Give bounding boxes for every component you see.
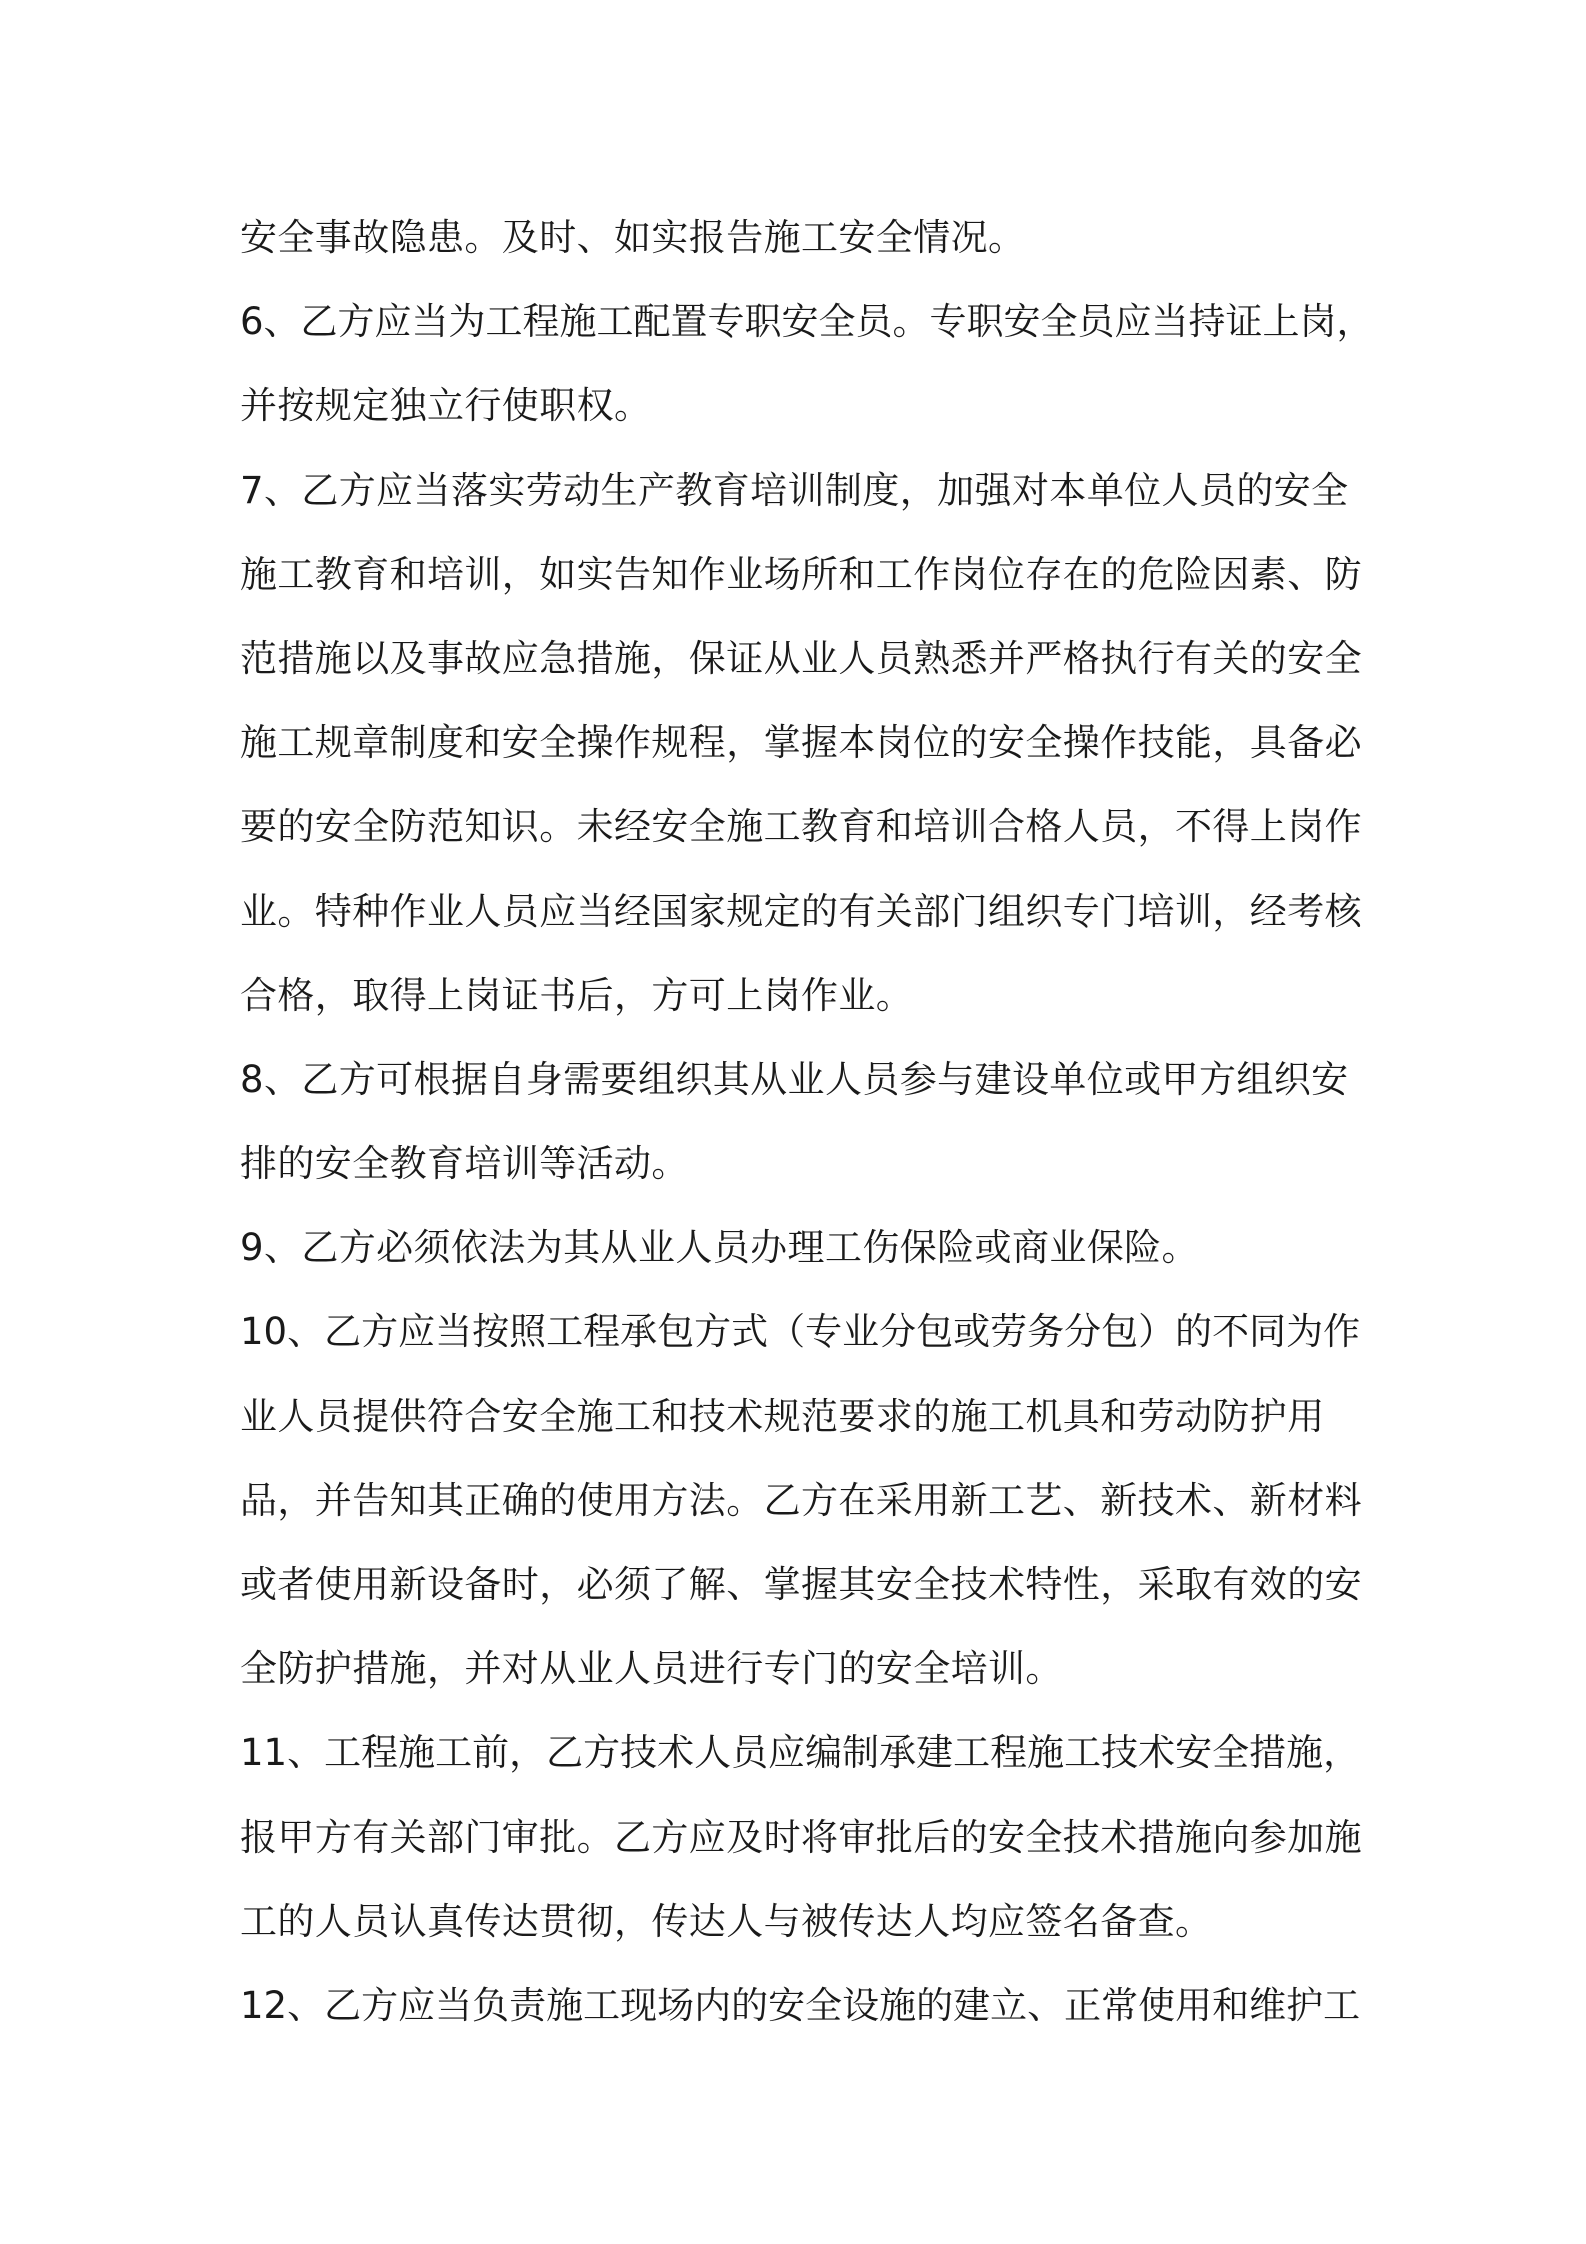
text-line: 安全事故隐患。及时、如实报告施工安全情况。 xyxy=(240,216,1026,259)
text-line: 全防护措施，并对从业人员进行专门的安全培训。 xyxy=(240,1647,1063,1691)
text-line: 9、乙方必须依法为其从业人员办理工伤保险或商业保险。 xyxy=(240,1226,1199,1270)
text-line: 7、乙方应当落实劳动生产教育培训制度，加强对本单位人员的安全 xyxy=(240,468,1349,512)
text-line: 品，并告知其正确的使用方法。乙方在采用新工艺、新技术、新材料 xyxy=(240,1478,1362,1522)
text-line: 6、乙方应当为工程施工配置专职安全员。专职安全员应当持证上岗， xyxy=(240,300,1374,344)
text-line: 业人员提供符合安全施工和技术规范要求的施工机具和劳动防护用 xyxy=(240,1394,1325,1438)
document-body xyxy=(240,196,1374,2048)
text-line: 范措施以及事故应急措施，保证从业人员熟悉并严格执行有关的安全 xyxy=(240,636,1362,680)
text-line: 业。特种作业人员应当经国家规定的有关部门组织专门培训，经考核 xyxy=(240,889,1362,933)
text-line: 并按规定独立行使职权。 xyxy=(240,384,652,428)
text-line: 或者使用新设备时，必须了解、掌握其安全技术特性，采取有效的安 xyxy=(240,1563,1362,1606)
text-line: 报甲方有关部门审批。乙方应及时将审批后的安全技术措施向参加施 xyxy=(240,1815,1362,1859)
text-line: 工的人员认真传达贯彻，传达人与被传达人均应签名备查。 xyxy=(240,1899,1213,1943)
text-line: 排的安全教育培训等活动。 xyxy=(240,1142,689,1186)
text-line: 施工规章制度和安全操作规程，掌握本岗位的安全操作技能，具备必 xyxy=(240,721,1362,765)
text-line: 施工教育和培训，如实告知作业场所和工作岗位存在的危险因素、防 xyxy=(240,552,1362,596)
text-line: 合格，取得上岗证书后，方可上岗作业。 xyxy=(240,973,914,1017)
text-line: 要的安全防范知识。未经安全施工教育和培训合格人员，不得上岗作 xyxy=(240,805,1362,849)
text-line: 8、乙方可根据自身需要组织其从业人员参与建设单位或甲方组织安 xyxy=(240,1057,1349,1101)
text-line: 11、工程施工前，乙方技术人员应编制承建工程施工技术安全措施， xyxy=(240,1731,1361,1775)
text-line: 10、乙方应当按照工程承包方式（专业分包或劳务分包）的不同为作 xyxy=(240,1310,1361,1354)
text-line: 12、乙方应当负责施工现场内的安全设施的建立、正常使用和维护工 xyxy=(240,1983,1361,2027)
